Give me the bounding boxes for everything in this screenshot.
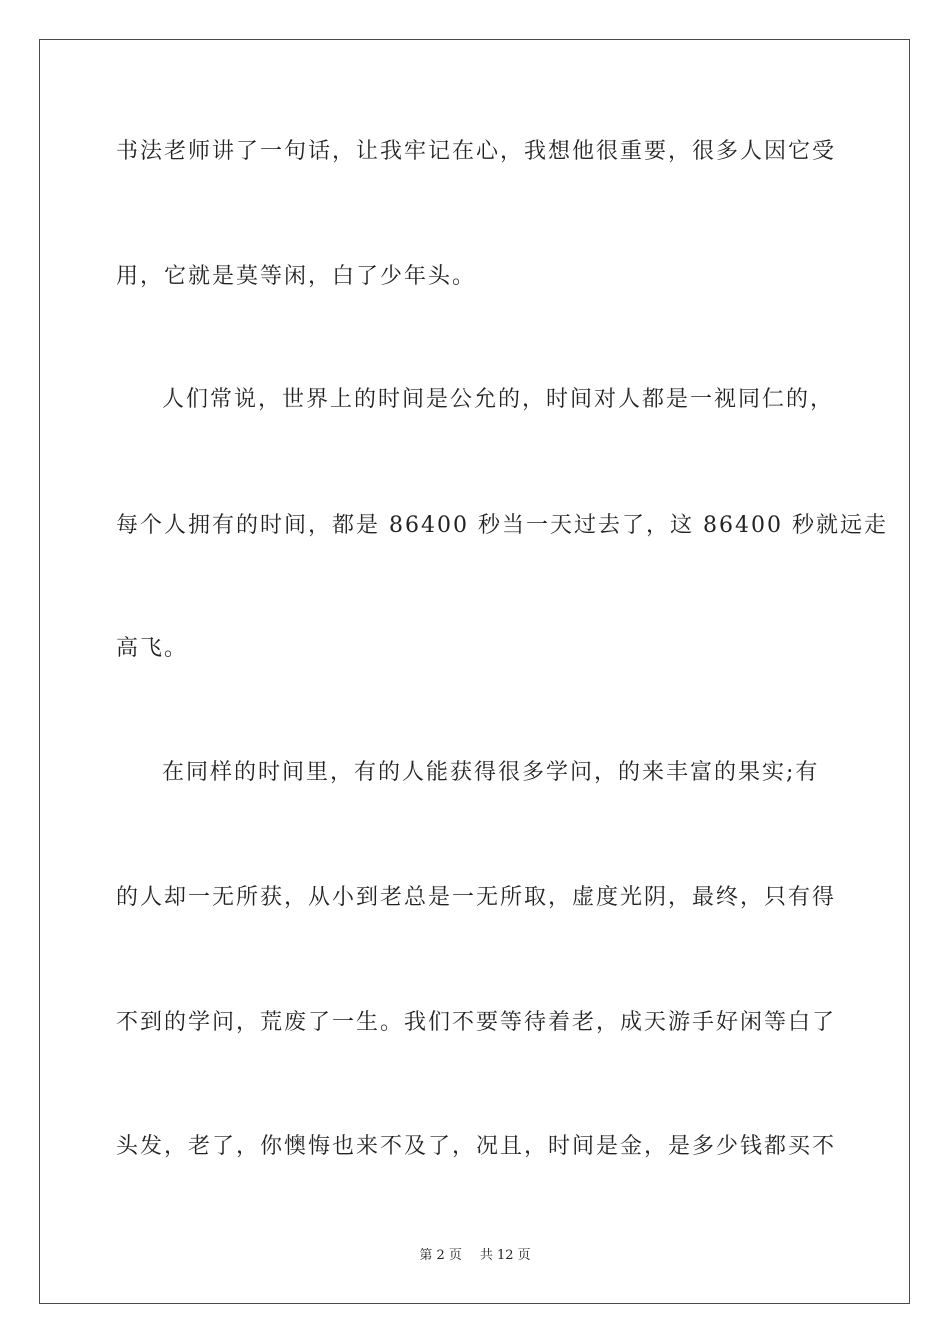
text-line: 高飞。 <box>116 636 189 661</box>
text-line: 的人却一无所获，从小到老总是一无所取，虚度光阴，最终，只有得 <box>116 885 837 910</box>
text-line: 书法老师讲了一句话，让我牢记在心，我想他很重要，很多人因它受 <box>116 139 837 164</box>
paragraph-start-line: 在同样的时间里，有的人能获得很多学问，的来丰富的果实;有 <box>162 760 820 785</box>
text-line: 用，它就是莫等闲，白了少年头。 <box>116 264 477 289</box>
page-footer <box>0 1244 950 1263</box>
page-number: 第 2 页 <box>419 1248 462 1263</box>
page-frame <box>39 39 910 1304</box>
text-line: 头发，老了，你懊悔也来不及了，况且，时间是金，是多少钱都买不 <box>116 1134 837 1159</box>
paragraph-start-line: 人们常说，世界上的时间是公允的，时间对人都是一视同仁的， <box>162 387 835 412</box>
text-line: 每个人拥有的时间，都是 86400 秒当一天过去了，这 86400 秒就远走 <box>116 513 888 538</box>
text-line: 不到的学问，荒废了一生。我们不要等待着老，成天游手好闲等白了 <box>116 1010 837 1035</box>
page-total: 共 12 页 <box>479 1248 531 1263</box>
